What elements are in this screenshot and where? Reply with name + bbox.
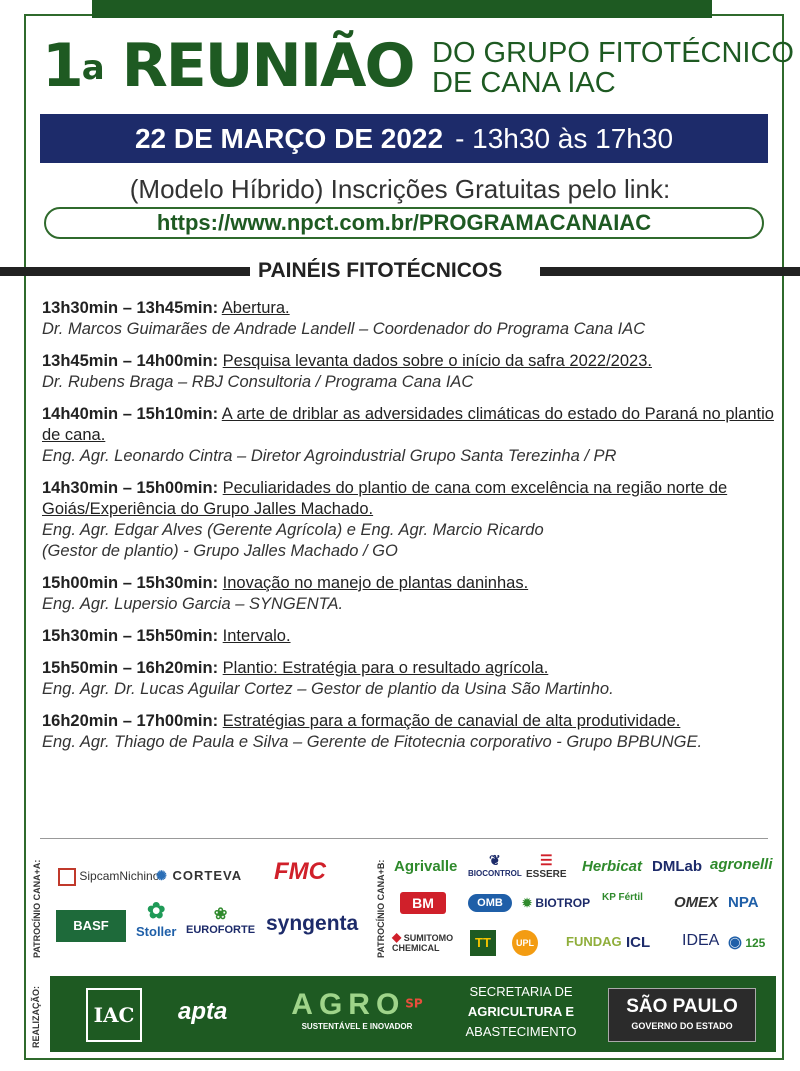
logo-essere: ☰ ESSERE — [526, 852, 567, 880]
logo-corteva: ✺ CORTEVA — [156, 868, 243, 883]
logo-npa: NPA — [728, 894, 759, 911]
schedule-speaker: Eng. Agr. Thiago de Paula e Silva – Gerente de Fitotecnia corporativo - Grupo BPBUNGE. — [42, 733, 703, 751]
schedule-item — [42, 711, 782, 753]
schedule-title: A arte de driblar as adversidades climáticas do estado do Paraná no plantio de cana. — [42, 405, 774, 444]
schedule-item — [42, 626, 782, 647]
event-date: 22 DE MARÇO DE 2022 — [134, 122, 444, 154]
title-main: REUNIÃO — [121, 31, 414, 101]
sponsors-b-label: PATROCÍNIO CANA+B: — [376, 859, 386, 958]
schedule-title: Peculiaridades do plantio de cana com excelência na região norte de Goiás/Experiência do Grupo Jalles Machado. — [42, 479, 728, 518]
schedule-speaker: Eng. Agr. Edgar Alves (Gerente Agrícola) e Eng. Agr. Marcio Ricardo — [42, 521, 544, 539]
logo-125: ◉ 125 — [728, 934, 766, 951]
logo-apta: apta — [178, 998, 228, 1025]
schedule-speaker: Dr. Rubens Braga – RBJ Consultoria / Programa Cana IAC — [42, 373, 474, 391]
schedule-item — [42, 351, 782, 393]
logo-agronelli: agronelli — [710, 856, 773, 873]
biocontrol-icon: ❦ — [489, 852, 501, 868]
logo-sao-paulo: SÃO PAULO GOVERNO DO ESTADO — [608, 988, 756, 1042]
registration-text: (Modelo Híbrido) Inscrições Gratuitas pelo link: — [129, 174, 671, 204]
logo-bm: BM — [400, 892, 446, 914]
subtitle-line-2: DE CANA IAC — [432, 67, 616, 99]
schedule-title: Inovação no manejo de plantas daninhas. — [222, 574, 529, 592]
schedule-time: 15h00min – 15h30min: — [42, 574, 219, 592]
schedule-speaker: Dr. Marcos Guimarães de Andrade Landell – Coordenador do Programa Cana IAC — [42, 320, 646, 338]
logo-biotrop: ✹ BIOTROP — [522, 896, 591, 910]
essere-icon: ☰ — [540, 852, 553, 868]
realizacao-bar — [50, 976, 776, 1052]
sipcam-icon — [58, 868, 76, 886]
schedule-item — [42, 658, 782, 700]
schedule-time: 13h45min – 14h00min: — [42, 352, 219, 370]
top-bar — [92, 0, 712, 18]
euroforte-icon: ❀ — [213, 906, 228, 923]
bayer-icon: ◉ — [728, 934, 742, 951]
biotrop-icon: ✹ — [522, 896, 533, 910]
panels-heading — [0, 261, 800, 285]
schedule-title: Pesquisa levanta dados sobre o início da safra 2022/2023. — [222, 352, 652, 370]
logo-idea: IDEA — [682, 932, 720, 949]
panels-title: PAINÉIS FITOTÉCNICOS — [258, 259, 503, 282]
logo-stoller: ✿ Stoller — [136, 898, 177, 939]
secretaria-text: SECRETARIA DE AGRICULTURA E ABASTECIMENTO — [465, 984, 577, 1039]
schedule-list — [42, 298, 782, 764]
sumitomo-icon: ◆ — [392, 930, 402, 944]
logo-dmlab: DMLab — [652, 858, 702, 875]
registration-link[interactable]: https://www.npct.com.br/PROGRAMACANAIAC — [44, 207, 764, 239]
schedule-item — [42, 404, 782, 467]
heading-rule-right — [540, 267, 800, 276]
event-subtitle — [432, 38, 794, 98]
logo-upl: UPL — [512, 930, 538, 956]
title-ordinal-sup: a — [81, 48, 103, 88]
logo-fundag: FUNDAG — [566, 934, 622, 949]
schedule-speaker: Eng. Agr. Leonardo Cintra – Diretor Agroindustrial Grupo Santa Terezinha / PR — [42, 447, 617, 465]
logo-fmc: FMC — [274, 858, 326, 885]
schedule-time: 15h30min – 15h50min: — [42, 627, 219, 645]
logo-sipcam: SipcamNichino — [58, 868, 159, 886]
logo-basf: BASF — [56, 910, 126, 942]
logo-agro: $AGRO^{SP}$ SUSTENTÁVEL E INOVADOR — [291, 988, 423, 1031]
logo-euroforte: ❀ EUROFORTE — [186, 906, 256, 936]
subtitle-line-1: DO GRUPO FITOTÉCNICO — [432, 37, 794, 69]
schedule-title: Estratégias para a formação de canavial de alta produtividade. — [222, 712, 681, 730]
logo-sumitomo: ◆ SUMITOMO CHEMICAL — [392, 930, 454, 953]
schedule-time: 13h30min – 13h45min: — [42, 299, 219, 317]
schedule-item — [42, 298, 782, 340]
schedule-title: Abertura. — [221, 299, 290, 317]
event-time: - 13h30 às 17h30 — [455, 122, 674, 154]
logo-omb: OMB — [468, 894, 512, 912]
stoller-icon: ✿ — [147, 898, 166, 923]
corteva-icon: ✺ — [156, 868, 168, 883]
schedule-time: 14h30min – 15h00min: — [42, 479, 219, 497]
logo-herbicat: Herbicat — [582, 858, 643, 875]
sponsors-a-label: PATROCÍNIO CANA+A: — [32, 859, 42, 958]
schedule-time: 15h50min – 16h20min: — [42, 659, 219, 677]
date-bar — [40, 114, 768, 163]
schedule-item — [42, 478, 782, 562]
schedule-speaker: (Gestor de plantio) - Grupo Jalles Machado / GO — [42, 542, 398, 560]
logo-biocontrol: ❦ BIOCONTROL — [468, 852, 522, 878]
title-ordinal: 1 — [42, 31, 82, 101]
schedule-time: 14h40min – 15h10min: — [42, 405, 219, 423]
schedule-speaker: Eng. Agr. Dr. Lucas Aguilar Cortez – Gestor de plantio da Usina São Martinho. — [42, 680, 614, 698]
realizacao-label: REALIZAÇÃO: — [31, 986, 41, 1048]
schedule-time: 16h20min – 17h00min: — [42, 712, 219, 730]
logo-syngenta: syngenta — [266, 912, 359, 935]
logo-kpfertil: KP Fértil — [602, 892, 643, 903]
logo-iac: IAC — [86, 988, 142, 1042]
logo-icl: ICL — [626, 934, 651, 951]
schedule-item — [42, 573, 782, 615]
logo-omex: OMEX — [674, 894, 719, 911]
logo-tt: TT — [470, 930, 496, 956]
logo-agrivalle: Agrivalle — [394, 858, 458, 875]
schedule-speaker: Eng. Agr. Lupersio Garcia – SYNGENTA. — [42, 595, 344, 613]
sponsor-divider — [40, 838, 768, 839]
heading-rule-left — [0, 267, 250, 276]
schedule-title: Plantio: Estratégia para o resultado agrícola. — [222, 659, 549, 677]
event-title — [42, 30, 413, 102]
schedule-title: Intervalo. — [222, 627, 291, 645]
